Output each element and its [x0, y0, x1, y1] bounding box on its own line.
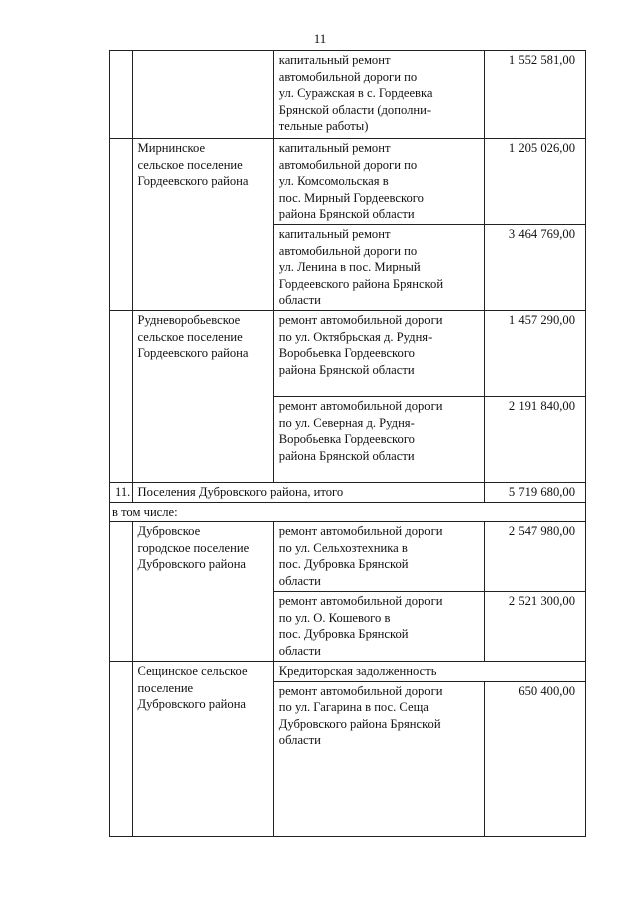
work-description: [273, 225, 484, 311]
work-description: [273, 311, 484, 397]
table-row: [110, 522, 586, 592]
text-line: поселение: [137, 680, 194, 695]
settlement-name: [132, 662, 273, 837]
text-line: области: [278, 293, 321, 307]
text-line: ремонт автомобильной дороги: [278, 683, 443, 698]
text-line: ул. Комсомольская в: [278, 174, 389, 188]
text-line: капитальный ремонт: [278, 227, 391, 241]
including-label: в том числе:: [110, 502, 586, 522]
text-line: Брянской области (дополни-: [278, 102, 432, 117]
text-line: Дубровского района: [137, 697, 247, 711]
subhead-row: [110, 502, 586, 522]
text-line: капитальный ремонт: [278, 141, 391, 155]
text-line: Дубровское: [137, 524, 201, 538]
amount-cell: 650 400,00: [484, 681, 585, 836]
amount-cell: 5 719 680,00: [484, 483, 585, 503]
text-line: пос. Мирный Гордеевского: [278, 190, 424, 205]
text-line: капитальный ремонт: [278, 53, 391, 67]
amount-cell: 2 547 980,00: [484, 522, 585, 592]
text-line: Сещинское сельское: [137, 664, 248, 678]
text-line: Дубровского района: [137, 557, 247, 571]
text-line: ремонт автомобильной дороги: [278, 399, 443, 413]
work-description: [273, 397, 484, 483]
text-line: Воробьевка Гордеевского: [278, 432, 415, 446]
work-description: [273, 522, 484, 592]
text-line: пос. Дубровка Брянской: [278, 557, 409, 571]
text-line: по ул. Сельхозтехника в: [278, 540, 408, 555]
text-line: сельское поселение: [137, 157, 243, 172]
text-line: тельные работы): [278, 119, 369, 133]
text-line: ремонт автомобильной дороги: [278, 313, 443, 327]
text-line: Гордеевского района Брянской: [278, 276, 444, 291]
text-line: Воробьевка Гордеевского: [278, 346, 415, 360]
amount-cell: 2 521 300,00: [484, 592, 585, 662]
text-line: сельское поселение: [137, 329, 243, 344]
page-number: 11: [313, 31, 327, 46]
text-line: ул. Суражская в с. Гордеевка: [278, 86, 433, 100]
text-line: района Брянской области: [278, 207, 415, 221]
text-line: Гордеевского района: [137, 346, 249, 360]
text-line: городское поселение: [137, 540, 250, 555]
text-line: области: [278, 733, 321, 747]
text-line: по ул. Гагарина в пос. Сеща: [278, 700, 429, 714]
text-line: по ул. Северная д. Рудня-: [278, 415, 415, 430]
text-line: автомобильной дороги по: [278, 157, 418, 172]
num-cell: [110, 311, 133, 483]
table-row: [110, 51, 586, 139]
text-line: Мирнинское: [137, 141, 206, 155]
table-row: [110, 139, 586, 225]
table-row: [110, 662, 586, 682]
work-description: [273, 51, 484, 139]
num-cell: [110, 139, 133, 311]
work-description: [273, 681, 484, 836]
text-line: Рудневоробьевское: [137, 313, 241, 327]
settlement-name: [132, 311, 273, 483]
text-line: области: [278, 573, 321, 588]
total-row: [110, 483, 586, 503]
text-line: ул. Ленина в пос. Мирный: [278, 260, 421, 274]
settlement-name: [132, 139, 273, 311]
amount-cell: 3 464 769,00: [484, 225, 585, 311]
table-row: [110, 311, 586, 397]
text-line: ремонт автомобильной дороги: [278, 594, 443, 608]
text-line: по ул. Октябрьская д. Рудня-: [278, 329, 433, 344]
num-cell: [110, 522, 133, 662]
amount-cell: 2 191 840,00: [484, 397, 585, 483]
work-description: [273, 592, 484, 662]
amount-cell: 1 205 026,00: [484, 139, 585, 225]
work-description: [273, 139, 484, 225]
row-number: 11.: [110, 483, 133, 503]
num-cell: [110, 51, 133, 139]
text-line: ремонт автомобильной дороги: [278, 524, 443, 538]
text-line: Дубровского района Брянской: [278, 716, 441, 731]
text-line: района Брянской области: [278, 448, 415, 463]
amount-cell: 1 457 290,00: [484, 311, 585, 397]
text-line: пос. Дубровка Брянской: [278, 627, 409, 641]
text-line: автомобильной дороги по: [278, 69, 418, 84]
text-line: по ул. О. Кошевого в: [278, 610, 391, 625]
settlement-name: [132, 522, 273, 662]
credit-debt-label: Кредиторская задолженность: [273, 662, 585, 682]
text-line: района Брянской области: [278, 362, 415, 377]
financing-table: [109, 50, 586, 837]
text-line: Гордеевского района: [137, 174, 249, 188]
amount-cell: 1 552 581,00: [484, 51, 585, 139]
text-line: области: [278, 643, 321, 658]
settlement-cell: [132, 51, 273, 139]
num-cell: [110, 662, 133, 837]
district-total-label: Поселения Дубровского района, итого: [132, 483, 484, 503]
text-line: автомобильной дороги по: [278, 243, 418, 258]
